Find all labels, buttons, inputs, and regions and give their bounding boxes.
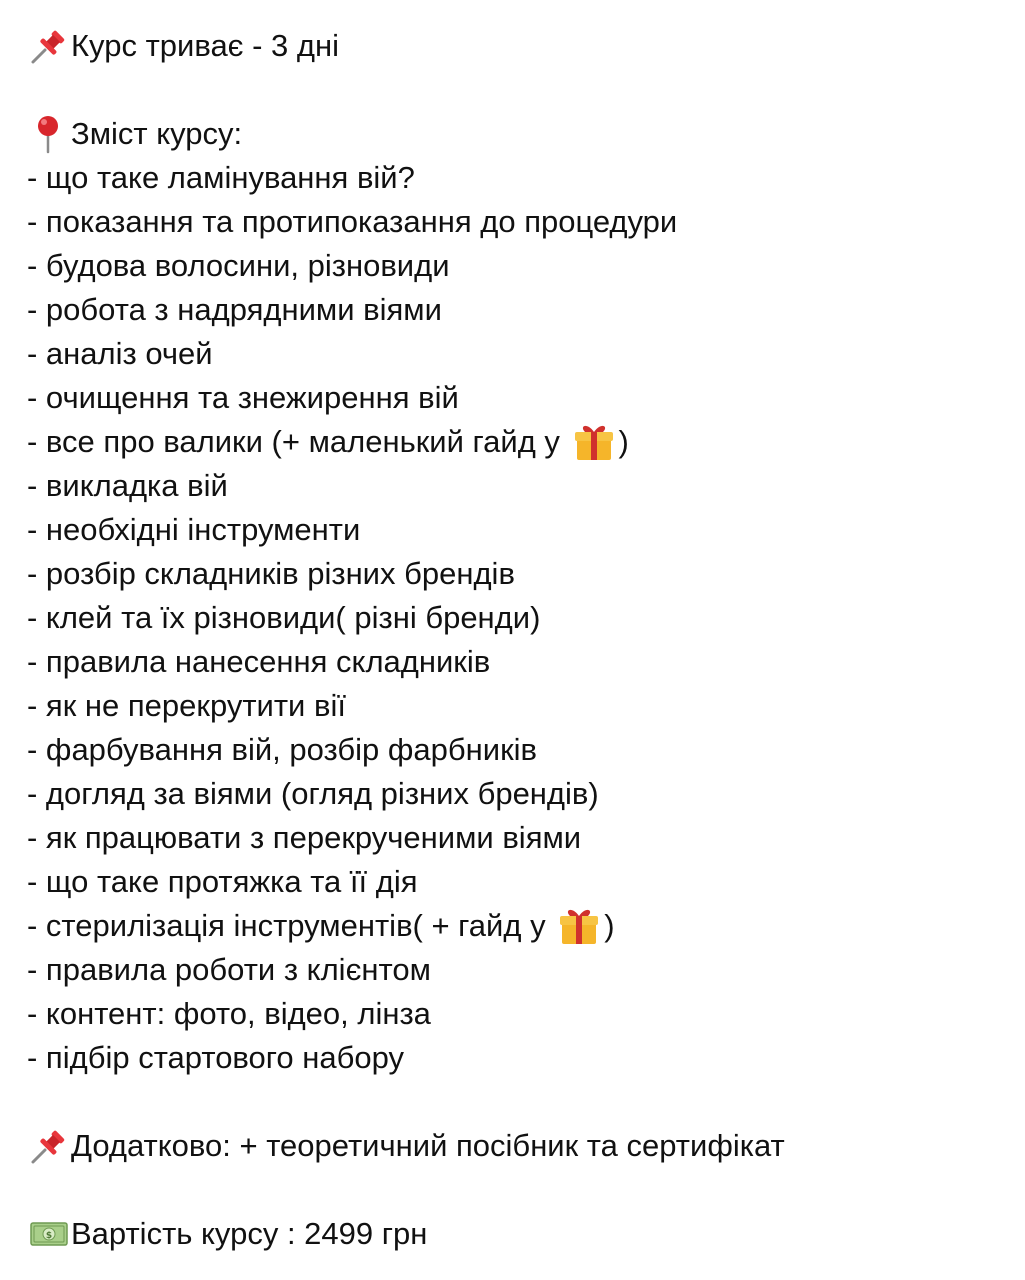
list-item: - клей та їх різновиди( різні бренди): [27, 600, 541, 635]
list-item: - все про валики (+ маленький гайд у ): [27, 420, 1025, 464]
spacer: [27, 1080, 1025, 1124]
contents-title: Зміст курсу:: [71, 116, 243, 151]
round-pushpin-icon: [27, 112, 71, 156]
gift-icon: [556, 904, 602, 948]
price-text: Вартість курсу : 2499 грн: [71, 1216, 428, 1251]
list-item: - викладка вій: [27, 468, 228, 503]
list-item: - догляд за віями (огляд різних брендів): [27, 776, 599, 811]
gift-icon: [571, 420, 617, 464]
svg-text:$: $: [45, 1231, 53, 1241]
list-item: - очищення та знежирення вій: [27, 380, 459, 415]
list-item: - будова волосини, різновиди: [27, 248, 450, 283]
pushpin-icon: [27, 24, 71, 68]
contents-title-line: [27, 112, 1025, 156]
list-item: - розбір складників різних брендів: [27, 556, 515, 591]
list-item: - підбір стартового набору: [27, 1040, 405, 1075]
list-item: - що таке ламінування вій?: [27, 160, 415, 195]
money-bill-icon: [27, 1212, 71, 1256]
list-item: - показання та протипоказання до процедури: [27, 204, 678, 239]
list-item: - фарбування вій, розбір фарбників: [27, 732, 537, 767]
spacer: [27, 68, 1025, 112]
spacer: [27, 1168, 1025, 1212]
pushpin-icon: [27, 1124, 71, 1168]
list-item: - робота з надрядними віями: [27, 292, 442, 327]
list-item: - як не перекрутити вії: [27, 688, 346, 723]
list-item: - необхідні інструменти: [27, 512, 361, 547]
list-item: - стерилізація інструментів( + гайд у ): [27, 904, 1025, 948]
list-item: - контент: фото, відео, лінза: [27, 996, 431, 1031]
list-item: - аналіз очей: [27, 336, 213, 371]
extras-text: Додатково: + теоретичний посібник та сертифікат: [71, 1128, 785, 1163]
extras-line: [27, 1124, 1025, 1168]
price-line: [27, 1212, 1025, 1256]
list-item: - правила роботи з клієнтом: [27, 952, 431, 987]
list-item: - що таке протяжка та її дія: [27, 864, 418, 899]
list-item: - правила нанесення складників: [27, 644, 491, 679]
list-item: - як працювати з перекрученими віями: [27, 820, 582, 855]
contents-list: [27, 156, 1025, 1080]
duration-line: [27, 24, 1025, 68]
duration-text: Курс триває - 3 дні: [71, 28, 339, 63]
